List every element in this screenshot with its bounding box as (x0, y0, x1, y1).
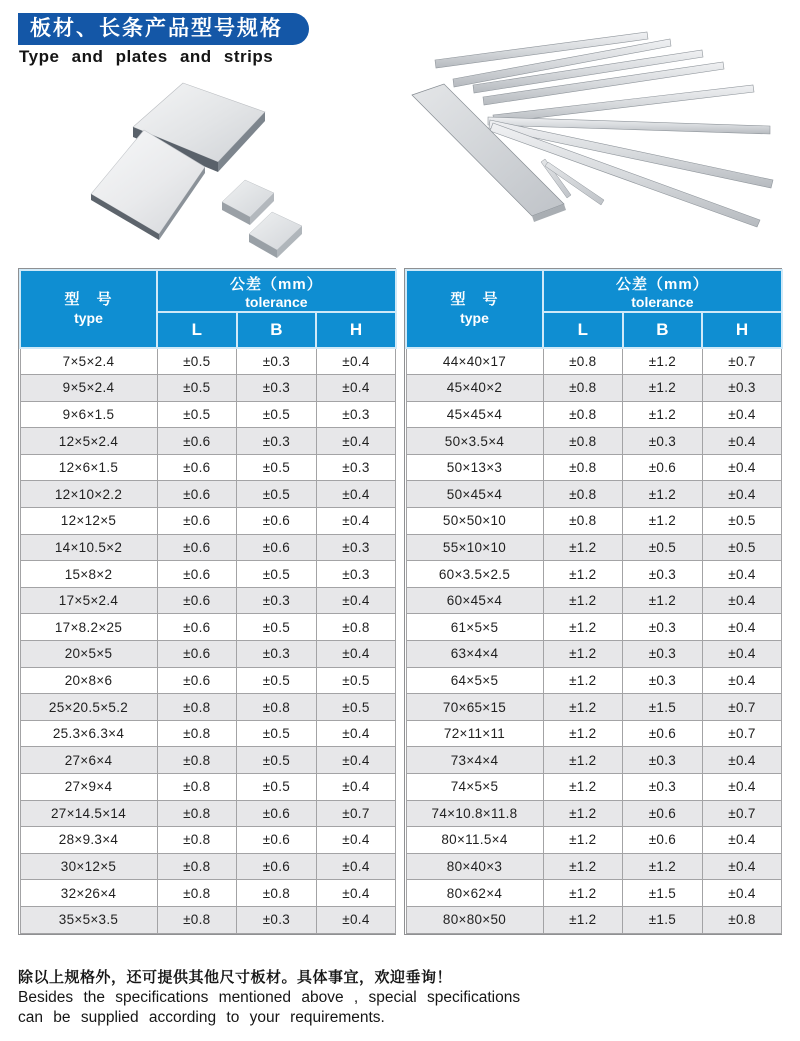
tolerance-cell: ±0.3 (623, 428, 703, 455)
tolerance-cell: ±0.5 (316, 694, 396, 721)
tolerance-cell: ±1.2 (623, 587, 703, 614)
table-row (20, 454, 396, 481)
tolerance-cell: ±0.3 (316, 454, 396, 481)
tolerance-cell: ±0.5 (237, 747, 317, 774)
page-title-cn: 板材、长条产品型号规格 (30, 17, 283, 40)
table-row (20, 800, 396, 827)
table-row (20, 880, 396, 907)
tolerance-cell: ±0.6 (157, 508, 237, 535)
table-row (406, 853, 782, 880)
table-row (20, 614, 396, 641)
table-row (406, 720, 782, 747)
tolerance-cell: ±1.5 (623, 906, 703, 933)
tolerance-column-header (543, 270, 782, 312)
table-row (20, 348, 396, 375)
tolerance-cell: ±0.6 (157, 587, 237, 614)
tolerance-cell: ±0.4 (316, 375, 396, 402)
type-label-cn: 型 号 (64, 290, 113, 308)
type-cell: 50×3.5×4 (406, 428, 543, 455)
tolerance-cell: ±0.3 (316, 534, 396, 561)
type-cell: 14×10.5×2 (20, 534, 157, 561)
tolerance-cell: ±0.5 (702, 534, 782, 561)
type-cell: 15×8×2 (20, 561, 157, 588)
tolerance-cell: ±0.4 (702, 481, 782, 508)
type-cell: 9×6×1.5 (20, 401, 157, 428)
type-cell: 20×5×5 (20, 641, 157, 668)
table-row (20, 694, 396, 721)
tolerance-cell: ±0.6 (623, 720, 703, 747)
tolerance-cell: ±1.2 (543, 694, 623, 721)
type-cell: 74×5×5 (406, 774, 543, 801)
footer-line-en1: Besides the specifications mentioned above , special specifications (18, 989, 521, 1006)
type-cell: 35×5×3.5 (20, 906, 157, 933)
spec-table-left-body (20, 348, 396, 933)
table-row (20, 853, 396, 880)
tolerance-cell: ±0.6 (157, 667, 237, 694)
type-cell: 7×5×2.4 (20, 348, 157, 375)
table-row (20, 720, 396, 747)
plates-illustration (60, 80, 390, 270)
type-cell: 50×45×4 (406, 481, 543, 508)
tolerance-cell: ±0.3 (237, 428, 317, 455)
type-cell: 61×5×5 (406, 614, 543, 641)
tolerance-cell: ±0.4 (316, 481, 396, 508)
type-cell: 17×5×2.4 (20, 587, 157, 614)
tolerance-cell: ±1.2 (623, 348, 703, 375)
type-cell: 17×8.2×25 (20, 614, 157, 641)
tolerance-cell: ±0.6 (157, 614, 237, 641)
tolerance-cell: ±0.8 (157, 694, 237, 721)
type-label-cn: 型 号 (450, 290, 499, 308)
type-cell: 73×4×4 (406, 747, 543, 774)
tolerance-cell: ±1.2 (543, 906, 623, 933)
table-row (20, 561, 396, 588)
spec-table-left (18, 268, 396, 935)
tolerance-cell: ±0.5 (237, 481, 317, 508)
spec-table-right-header (406, 270, 782, 348)
tolerance-cell: ±1.2 (543, 827, 623, 854)
tolerance-cell: ±1.2 (623, 853, 703, 880)
table-row (20, 428, 396, 455)
type-cell: 63×4×4 (406, 641, 543, 668)
table-row (406, 641, 782, 668)
table-row (406, 428, 782, 455)
tolerance-cell: ±0.4 (316, 508, 396, 535)
tolerance-cell: ±0.3 (237, 906, 317, 933)
tolerance-cell: ±0.4 (316, 428, 396, 455)
col-header-L: L (157, 312, 237, 348)
tolerance-cell: ±0.6 (157, 534, 237, 561)
tolerance-cell: ±0.5 (702, 508, 782, 535)
tolerance-cell: ±0.4 (702, 641, 782, 668)
tolerance-cell: ±0.7 (702, 694, 782, 721)
tolerance-cell: ±0.3 (316, 401, 396, 428)
table-row (20, 774, 396, 801)
tolerance-cell: ±0.5 (623, 534, 703, 561)
table-row (20, 534, 396, 561)
type-column-header (20, 270, 157, 348)
table-row (20, 641, 396, 668)
type-cell: 50×13×3 (406, 454, 543, 481)
col-header-L: L (543, 312, 623, 348)
footer-line-cn: 除以上规格外，还可提供其他尺寸板材。具体事宜，欢迎垂询！ (18, 969, 453, 986)
col-header-H: H (702, 312, 782, 348)
tolerance-cell: ±0.8 (157, 827, 237, 854)
tolerance-cell: ±0.5 (237, 561, 317, 588)
table-row (20, 747, 396, 774)
tolerance-cell: ±0.3 (623, 747, 703, 774)
tolerance-cell: ±1.2 (543, 667, 623, 694)
table-row (406, 348, 782, 375)
type-cell: 30×12×5 (20, 853, 157, 880)
plates-photo (60, 80, 390, 270)
col-header-H: H (316, 312, 396, 348)
type-cell: 12×12×5 (20, 508, 157, 535)
tolerance-cell: ±0.6 (237, 508, 317, 535)
tolerance-cell: ±0.7 (702, 800, 782, 827)
table-row (20, 906, 396, 933)
tolerance-cell: ±1.2 (543, 534, 623, 561)
type-cell: 27×9×4 (20, 774, 157, 801)
tolerance-cell: ±0.6 (157, 641, 237, 668)
tolerance-cell: ±0.6 (623, 454, 703, 481)
tolerance-cell: ±0.8 (157, 853, 237, 880)
tolerance-cell: ±0.6 (237, 827, 317, 854)
tolerance-cell: ±1.2 (543, 853, 623, 880)
strips-illustration (390, 18, 790, 263)
tolerance-label-en: tolerance (245, 293, 308, 310)
tolerance-cell: ±0.4 (702, 853, 782, 880)
spec-table-left-header (20, 270, 396, 348)
type-cell: 64×5×5 (406, 667, 543, 694)
table-row (20, 587, 396, 614)
table-row (406, 800, 782, 827)
type-cell: 55×10×10 (406, 534, 543, 561)
col-header-B: B (623, 312, 703, 348)
tolerance-cell: ±0.8 (237, 694, 317, 721)
tolerance-cell: ±0.8 (316, 614, 396, 641)
tolerance-label-cn: 公差（mm） (230, 275, 323, 293)
table-row (406, 614, 782, 641)
type-cell: 25.3×6.3×4 (20, 720, 157, 747)
type-cell: 80×40×3 (406, 853, 543, 880)
tolerance-cell: ±0.4 (702, 587, 782, 614)
table-row (406, 667, 782, 694)
type-cell: 45×40×2 (406, 375, 543, 402)
tolerance-cell: ±0.4 (702, 561, 782, 588)
tolerance-cell: ±1.2 (543, 774, 623, 801)
tolerance-cell: ±0.4 (702, 401, 782, 428)
type-cell: 80×80×50 (406, 906, 543, 933)
type-cell: 27×14.5×14 (20, 800, 157, 827)
table-row (20, 481, 396, 508)
type-cell: 27×6×4 (20, 747, 157, 774)
tolerance-cell: ±1.5 (623, 880, 703, 907)
tolerance-cell: ±0.7 (702, 720, 782, 747)
tolerance-cell: ±0.6 (623, 827, 703, 854)
tolerance-cell: ±0.8 (543, 375, 623, 402)
tolerance-cell: ±0.4 (316, 348, 396, 375)
tolerance-cell: ±0.8 (543, 481, 623, 508)
tolerance-cell: ±0.3 (623, 614, 703, 641)
type-cell: 60×45×4 (406, 587, 543, 614)
tolerance-cell: ±0.3 (316, 561, 396, 588)
tolerance-cell: ±0.6 (157, 428, 237, 455)
type-cell: 80×11.5×4 (406, 827, 543, 854)
type-cell: 9×5×2.4 (20, 375, 157, 402)
tolerance-cell: ±0.4 (316, 720, 396, 747)
tolerance-cell: ±0.6 (157, 454, 237, 481)
type-label-en: type (74, 309, 103, 326)
tolerance-cell: ±0.4 (316, 587, 396, 614)
tolerance-cell: ±0.4 (702, 667, 782, 694)
type-column-header (406, 270, 543, 348)
tolerance-cell: ±0.3 (237, 641, 317, 668)
tolerance-cell: ±0.5 (157, 348, 237, 375)
tolerance-cell: ±0.5 (316, 667, 396, 694)
tolerance-cell: ±0.4 (702, 774, 782, 801)
tolerance-cell: ±0.5 (157, 375, 237, 402)
table-row (20, 375, 396, 402)
tolerance-cell: ±0.6 (237, 534, 317, 561)
tolerance-cell: ±0.6 (157, 561, 237, 588)
table-row (406, 747, 782, 774)
tolerance-cell: ±1.2 (543, 641, 623, 668)
tolerance-cell: ±0.4 (702, 747, 782, 774)
tolerance-cell: ±0.5 (237, 454, 317, 481)
tolerance-cell: ±0.8 (237, 880, 317, 907)
tolerance-cell: ±0.4 (316, 880, 396, 907)
type-cell: 12×6×1.5 (20, 454, 157, 481)
table-row (20, 827, 396, 854)
tolerance-cell: ±1.5 (623, 694, 703, 721)
tolerance-cell: ±0.8 (543, 401, 623, 428)
tolerance-cell: ±0.4 (316, 906, 396, 933)
table-row (406, 561, 782, 588)
tolerance-cell: ±0.3 (237, 375, 317, 402)
tolerance-cell: ±0.5 (237, 774, 317, 801)
type-cell: 44×40×17 (406, 348, 543, 375)
tolerance-cell: ±0.4 (702, 428, 782, 455)
footer-note (18, 968, 786, 1028)
table-row (20, 667, 396, 694)
tolerance-cell: ±0.6 (157, 481, 237, 508)
tolerance-cell: ±0.4 (702, 880, 782, 907)
page-title-en: Type and plates and strips (19, 47, 274, 66)
type-cell: 45×45×4 (406, 401, 543, 428)
table-row (406, 880, 782, 907)
tolerance-cell: ±0.8 (157, 800, 237, 827)
type-cell: 70×65×15 (406, 694, 543, 721)
tolerance-column-header (157, 270, 396, 312)
tolerance-cell: ±0.3 (623, 774, 703, 801)
tolerance-cell: ±0.7 (316, 800, 396, 827)
tolerance-cell: ±0.6 (623, 800, 703, 827)
tolerance-cell: ±0.8 (543, 428, 623, 455)
tolerance-cell: ±0.6 (237, 853, 317, 880)
table-row (406, 454, 782, 481)
tolerance-cell: ±0.8 (157, 747, 237, 774)
tolerance-cell: ±0.8 (543, 454, 623, 481)
col-header-B: B (237, 312, 317, 348)
spec-table-right-body (406, 348, 782, 933)
type-cell: 12×10×2.2 (20, 481, 157, 508)
tolerance-cell: ±0.4 (316, 853, 396, 880)
tolerance-cell: ±0.4 (316, 774, 396, 801)
tolerance-cell: ±1.2 (623, 481, 703, 508)
table-row (406, 401, 782, 428)
tolerance-label-en: tolerance (631, 293, 694, 310)
table-row (406, 694, 782, 721)
tolerance-cell: ±0.4 (702, 827, 782, 854)
table-row (20, 508, 396, 535)
table-row (406, 587, 782, 614)
tolerance-cell: ±0.4 (316, 827, 396, 854)
table-row (406, 774, 782, 801)
tolerance-cell: ±1.2 (543, 800, 623, 827)
table-row (406, 481, 782, 508)
type-cell: 80×62×4 (406, 880, 543, 907)
tolerance-cell: ±0.8 (543, 508, 623, 535)
type-cell: 50×50×10 (406, 508, 543, 535)
tolerance-cell: ±0.8 (702, 906, 782, 933)
tolerance-cell: ±0.8 (157, 880, 237, 907)
tolerance-cell: ±0.7 (702, 348, 782, 375)
type-cell: 74×10.8×11.8 (406, 800, 543, 827)
tolerance-cell: ±0.5 (157, 401, 237, 428)
strips-photo (390, 18, 790, 263)
tolerance-cell: ±0.5 (237, 720, 317, 747)
type-cell: 60×3.5×2.5 (406, 561, 543, 588)
tolerance-cell: ±0.8 (543, 348, 623, 375)
tolerance-cell: ±0.8 (157, 906, 237, 933)
tolerance-cell: ±1.2 (623, 375, 703, 402)
tolerance-cell: ±0.3 (237, 348, 317, 375)
tolerance-cell: ±0.3 (702, 375, 782, 402)
tolerance-cell: ±0.3 (623, 561, 703, 588)
type-cell: 72×11×11 (406, 720, 543, 747)
type-cell: 25×20.5×5.2 (20, 694, 157, 721)
tolerance-cell: ±1.2 (543, 614, 623, 641)
type-cell: 12×5×2.4 (20, 428, 157, 455)
tolerance-cell: ±0.4 (316, 641, 396, 668)
type-cell: 32×26×4 (20, 880, 157, 907)
tolerance-cell: ±1.2 (543, 720, 623, 747)
tolerance-cell: ±0.3 (237, 587, 317, 614)
tolerance-cell: ±0.4 (702, 454, 782, 481)
table-row (406, 375, 782, 402)
table-row (406, 827, 782, 854)
type-label-en: type (460, 309, 489, 326)
tolerance-cell: ±0.8 (157, 720, 237, 747)
tolerance-cell: ±0.5 (237, 667, 317, 694)
tolerance-cell: ±1.2 (543, 747, 623, 774)
table-row (406, 906, 782, 933)
tolerance-cell: ±1.2 (623, 401, 703, 428)
footer-line-en2: can be supplied according to your requirements. (18, 1009, 385, 1026)
tolerance-label-cn: 公差（mm） (616, 275, 709, 293)
tolerance-cell: ±1.2 (543, 880, 623, 907)
type-cell: 28×9.3×4 (20, 827, 157, 854)
tolerance-cell: ±0.4 (702, 614, 782, 641)
tolerance-cell: ±0.5 (237, 614, 317, 641)
tolerance-cell: ±0.3 (623, 641, 703, 668)
type-cell: 20×8×6 (20, 667, 157, 694)
tolerance-cell: ±1.2 (543, 561, 623, 588)
table-row (406, 508, 782, 535)
tolerance-cell: ±0.3 (623, 667, 703, 694)
tolerance-cell: ±0.4 (316, 747, 396, 774)
tolerance-cell: ±1.2 (543, 587, 623, 614)
page-title-banner (18, 13, 309, 45)
spec-table-right (404, 268, 782, 935)
tolerance-cell: ±0.6 (237, 800, 317, 827)
table-row (406, 534, 782, 561)
tolerance-cell: ±0.5 (237, 401, 317, 428)
tolerance-cell: ±1.2 (623, 508, 703, 535)
table-row (20, 401, 396, 428)
tolerance-cell: ±0.8 (157, 774, 237, 801)
